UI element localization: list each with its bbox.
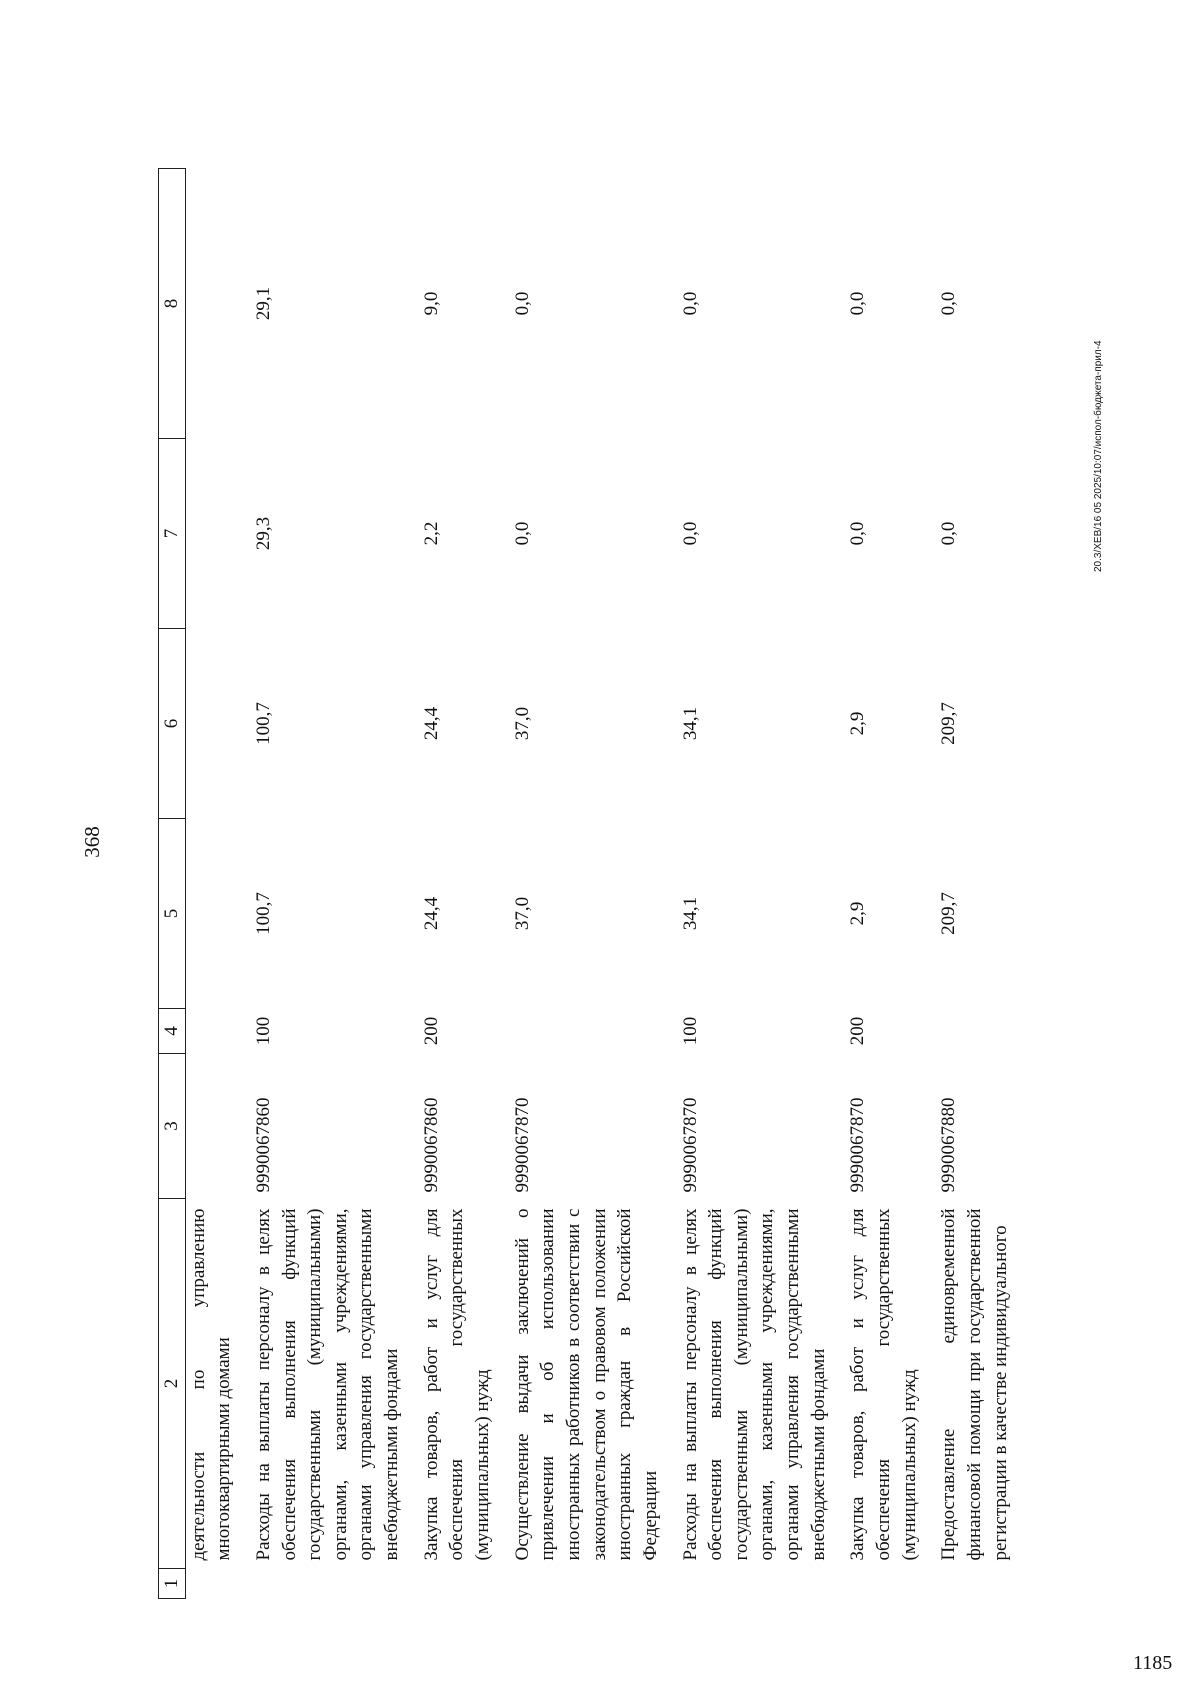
budget-table [158,168,1027,1599]
row-type: 200 [847,1016,869,1046]
row-col-8: 29,1 [252,286,274,321]
row-col-7: 2,2 [420,521,442,546]
row-col-8: 0,0 [847,291,869,316]
row-description: Осуществление выдачи заключений о привлечении и об использовании иностранных работников в соответствии с законодательством о правовом положении иностранных граждан в Российской Федерации [511,1208,661,1561]
row-code: 9990067870 [679,1097,701,1193]
row-col-7 [185,439,251,629]
row-type: 200 [420,1016,442,1046]
header-col-5: 5 [159,819,186,1009]
row-col-7: 0,0 [679,521,701,546]
row-type [510,1009,678,1054]
row-col-6: 2,9 [847,711,869,736]
row-type: 100 [252,1016,274,1046]
header-col-4: 4 [159,1009,186,1054]
header-col-3: 3 [159,1054,186,1199]
header-col-2: 2 [159,1199,186,1569]
row-col-6: 37,0 [511,706,533,741]
page-number: 368 [80,826,104,858]
row-code: 9990067860 [252,1097,274,1193]
row-col-5: 24,4 [420,896,442,931]
table-header [159,169,186,1599]
row-col-6: 100,7 [252,702,274,745]
row-type [936,1009,1027,1054]
table-row [936,169,1027,1599]
row-col-7: 29,3 [252,516,274,551]
row-col-6: 34,1 [679,706,701,741]
row-description: Закупка товаров, работ и услуг для обеспечения государственных (муниципальных) нужд [847,1208,920,1561]
header-col-8: 8 [159,169,186,439]
footer-stamp: 20.3/ХЕВ/16 05 2025/10:07/испол-бюджета-прил-4 [1093,340,1104,572]
row-type: 100 [679,1016,701,1046]
table-row [845,169,936,1599]
row-col-7: 0,0 [511,521,533,546]
row-col-6 [185,629,251,819]
row-col-6: 24,4 [420,706,442,741]
row-description: Расходы на выплаты персоналу в целях обеспечения выполнения функций государственными (муниципальными) органами, казенными учреждениями, органами управления государственными внебюджетными фондами [252,1208,403,1561]
row-col-8: 0,0 [511,291,533,316]
row-col-5 [185,819,251,1009]
table-row [419,169,510,1599]
row-col-5: 34,1 [679,896,701,931]
row-code: 9990067870 [511,1097,533,1193]
sheet-number: 1185 [1133,1652,1173,1674]
table-row [678,169,846,1599]
row-description: деятельности по управлению многоквартирными домами [187,1208,235,1561]
row-col-8: 9,0 [420,291,442,316]
row-code: 9990067870 [847,1097,869,1193]
header-col-1: 1 [159,1569,186,1599]
row-code: 9990067880 [938,1097,960,1193]
row-description: Расходы на выплаты персоналу в целях обеспечения выполнения функций государственными (муниципальными) органами, казенными учреждениями, органами управления государственными внебюджетными фондами [679,1208,829,1561]
row-code: 9990067860 [420,1097,442,1193]
row-col-8: 0,0 [679,291,701,316]
row-col-5: 100,7 [252,892,274,935]
row-col-7: 0,0 [938,521,960,546]
table-row [510,169,678,1599]
table-row [251,169,419,1599]
table-row [185,169,251,1599]
row-description: Закупка товаров, работ и услуг для обеспечения государственных (муниципальных) нужд [420,1208,494,1561]
row-col-5: 37,0 [511,896,533,931]
row-col-8 [185,169,251,439]
row-col-5: 209,7 [938,892,960,935]
row-code [185,1054,251,1199]
rotated-page [80,52,1130,1632]
row-type [185,1009,251,1054]
row-col-8: 0,0 [938,291,960,316]
header-col-6: 6 [159,629,186,819]
header-col-7: 7 [159,439,186,629]
row-col-7: 0,0 [847,521,869,546]
row-col-5: 2,9 [847,901,869,926]
row-description: Предоставление единовременной финансовой помощи при государственной регистрации в качестве индивидуального [938,1208,1011,1561]
row-col-6: 209,7 [938,702,960,745]
